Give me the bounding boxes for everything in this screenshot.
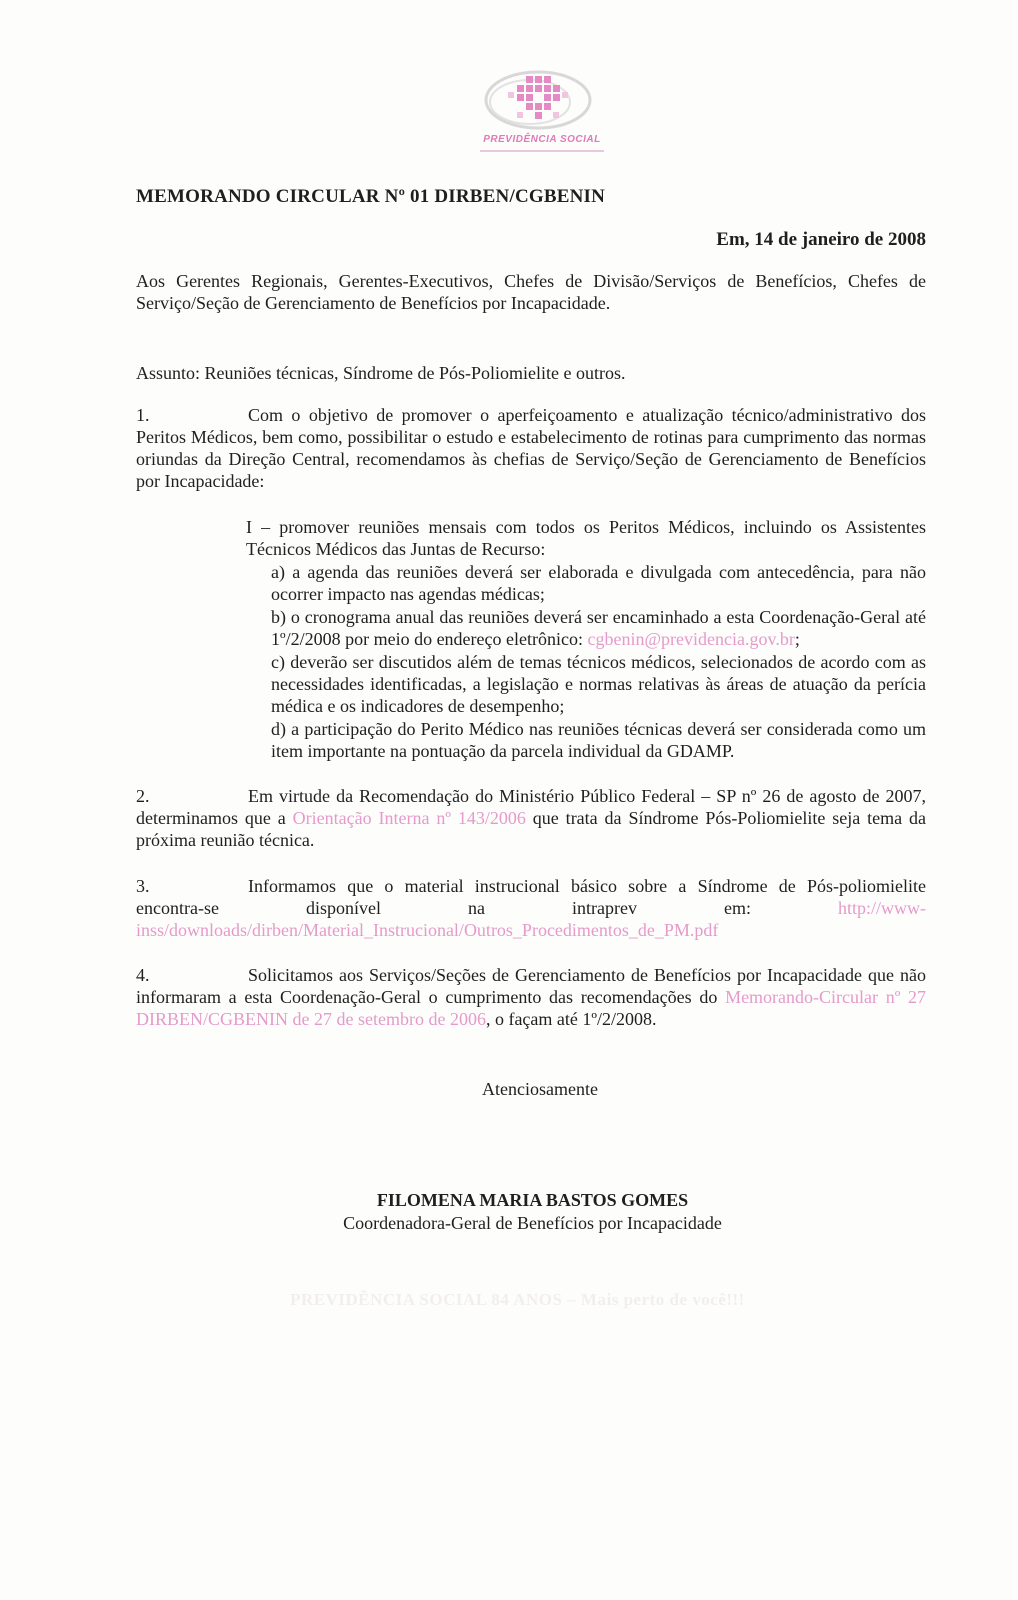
paragraph-text: Solicitamos aos Serviços/Seções de Gerenciamento de Benefícios por Incapacidade que não informaram a esta Coordenação-Geral o cumprimento das recomendações do [136,965,926,1007]
paragraph-2 [136,785,926,851]
closing: Atenciosamente [482,1079,598,1099]
memo-date: Em, 14 de janeiro de 2008 [716,229,926,250]
paragraph-number: 4. [136,965,150,985]
subitem-b-text: b) o cronograma anual das reuniões deverá ser encaminhado a esta Coordenação-Geral até 1º/2/2008 por meio do endereço eletrônico: [271,607,926,649]
paragraph-number: 1. [136,405,150,425]
paragraph-text: , o façam até 1º/2/2008. [485,1009,657,1029]
subitem-b [271,606,926,650]
subitem-c: c) deverão ser discutidos além de temas técnicos médicos, selecionados de acordo com as necessidades identificadas, a legislação e normas relativas às áreas de atuação da perícia médica e os indicadores de desempenho; [271,652,926,716]
footer-slogan: PREVIDÊNCIA SOCIAL 84 ANOS – Mais perto de você!!! [290,1290,745,1309]
logo-divider [480,150,604,152]
signer-name: FILOMENA MARIA BASTOS GOMES [376,1190,689,1210]
paragraph-text: Informamos que o material instrucional básico sobre a Síndrome de Pós-poliomielite encontra-se disponível na intraprev em: [136,876,926,918]
paragraph-number: 2. [136,786,150,806]
paragraph-text: Em virtude da Recomendação do Ministério Público Federal – SP nº 26 de agosto de 2007, determinamos que a [136,786,926,828]
memorando-link[interactable]: Memorando-Circular nº 27 DIRBEN/CGBENIN de 27 de setembro de 2006 [136,987,926,1029]
orientacao-link[interactable]: Orientação Interna nº 143/2006 [292,808,526,828]
subitem-b-end: ; [794,629,800,649]
logo-emblem-icon [472,62,612,134]
item-i: I – promover reuniões mensais com todos os Peritos Médicos, incluindo os Assistentes Técnicos Médicos das Juntas de Recurso: [246,517,926,559]
subitem-a: a) a agenda das reuniões deverá ser elaborada e divulgada com antecedência, para não ocorrer impacto nas agendas médicas; [271,562,926,604]
signer-role: Coordenadora-Geral de Benefícios por Incapacidade [343,1213,722,1233]
paragraph-4 [136,964,926,1030]
addressee: Aos Gerentes Regionais, Gerentes-Executivos, Chefes de Divisão/Serviços de Benefícios, Chefes de Serviço/Seção de Gerenciamento de Benefícios por Incapacidade. [136,271,926,313]
paragraph-1 [136,404,926,492]
logo-text: PREVIDÊNCIA SOCIAL [483,134,601,145]
intraprev-link[interactable]: http://www-inss/downloads/dirben/Material_Instrucional/Outros_Procedimentos_de_PM.pdf [136,898,927,940]
subitem-d: d) a participação do Perito Médico nas reuniões técnicas deverá ser considerada como um item importante na pontuação da parcela individual da GDAMP. [271,719,926,761]
paragraph-text: que trata da Síndrome Pós-Poliomielite seja tema da próxima reunião técnica. [136,808,927,850]
email-link[interactable]: cgbenin@previdencia.gov.br [587,629,795,649]
previdencia-logo [472,62,612,158]
paragraph-number: 3. [136,876,150,896]
memo-title: MEMORANDO CIRCULAR Nº 01 DIRBEN/CGBENIN [136,186,606,207]
subject: Assunto: Reuniões técnicas, Síndrome de Pós-Poliomielite e outros. [136,363,626,383]
paragraph-text: Com o objetivo de promover o aperfeiçoamento e atualização técnico/administrativo dos Peritos Médicos, bem como, possibilitar o estudo e estabelecimento de rotinas para cumprimento das normas oriundas da Direção Central, recomendamos às chefias de Serviço/Seção de Gerenciamento de Benefícios por Incapacidade: [136,405,926,491]
paragraph-3 [136,875,926,941]
